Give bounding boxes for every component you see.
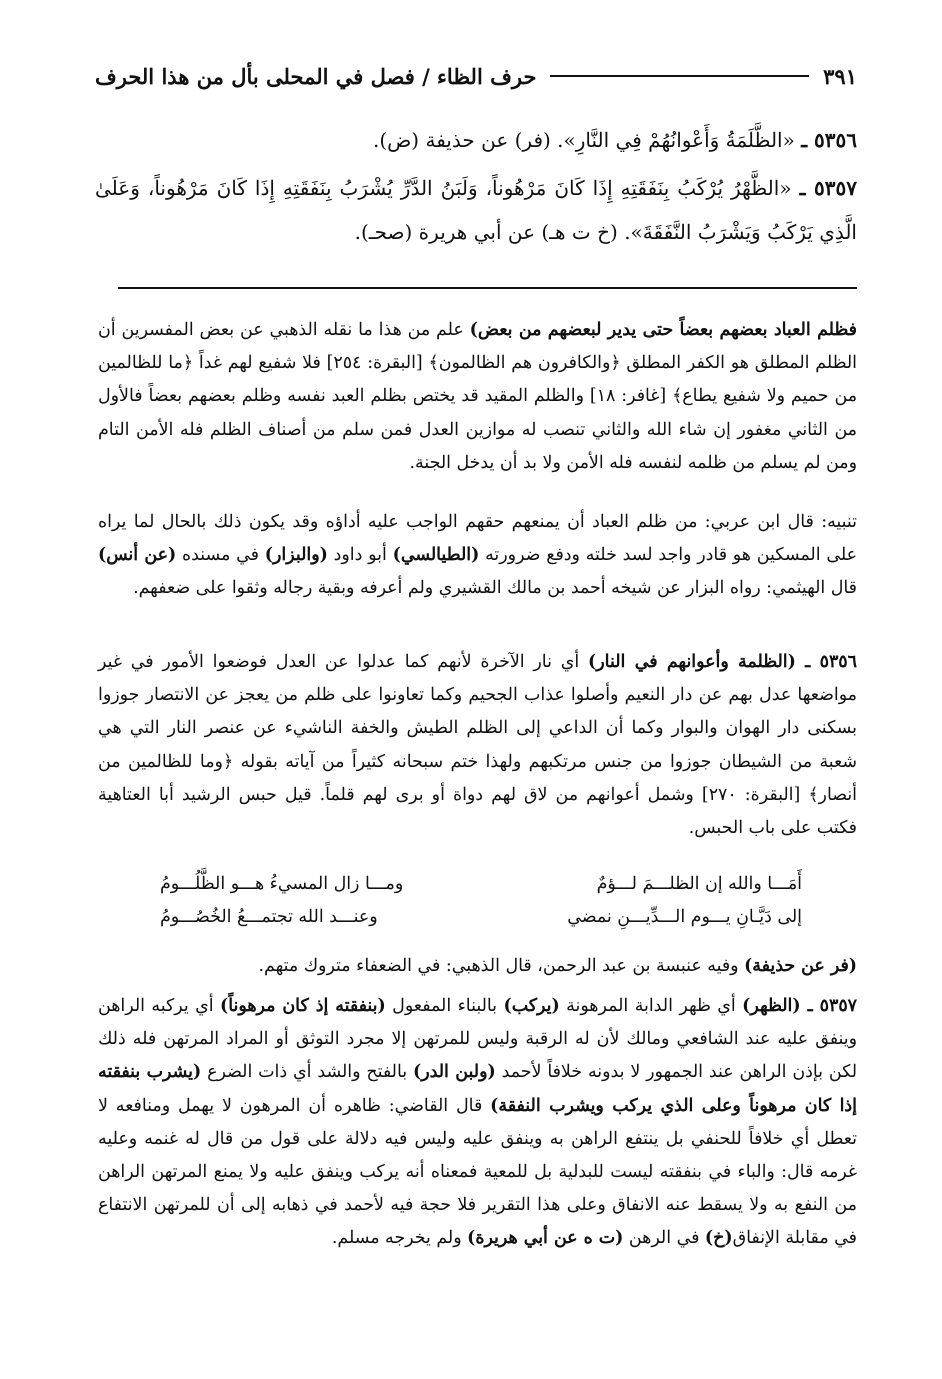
section-divider — [118, 287, 857, 289]
hadith-text: «الظَّهْرُ يُرْكَبُ بِنَفَقَتِهِ إِذَا كَانَ مَرْهُوناً، وَلَبَنُ الدَّرِّ يُشْرَبُ بِنَفَقَتِهِ إِذَا كَانَ مَرْهُوناً، وَعَلَىٰ الَّذِي يَرْكَبُ وَيَشْرَبُ النَّفَقَةَ». (خ ت هـ) عن أبي هريرة (صحـ). — [95, 176, 857, 244]
commentary-paragraph-4 — [98, 950, 857, 983]
hadith-number: ٥٣٥٦ ـ — [801, 128, 857, 152]
bold-quote: (يركب) — [503, 996, 560, 1016]
paragraph-text: في الرهن — [623, 1228, 705, 1249]
commentary-paragraph-5 — [98, 990, 857, 1256]
paragraph-text: أي يركبه الراهن وينفق عليه عند الشافعي ومالك لأن له الرقبة وليس للمرتهن إلا مجرد التوثق أو المراد المرتهن فله ذلك لكن بإذن الراهن عند الجمهور لا بدونه خلافاً لأحمد — [98, 996, 858, 1083]
commentary-paragraph-2 — [98, 506, 857, 606]
verse-second-hemistich: وعنـــد الله تجتمـــعُ الخُصُـــومُ — [160, 907, 378, 927]
chapter-title: حرف الظاء / فصل في المحلى بأل من هذا الحرف — [95, 63, 537, 89]
commentary-paragraph-3 — [98, 646, 857, 845]
running-header — [95, 58, 857, 94]
bold-quote: فظلم العباد بعضهم بعضاً حتى يدير لبعضهم من بعض) — [469, 320, 857, 340]
paragraph-text: بالبناء المفعول — [385, 996, 504, 1016]
hadith-5356 — [95, 118, 857, 162]
paragraph-text: قال القاضي: ظاهره أن المرهون لا يهمل ومنافعه لا تعطل أي خلافاً للحنفي بل ينتفع الراهن به وينفق عليه وليس فيه دلالة على قول من قال له غنمه وعليه غرمه قال: والباء في بنفقته ليست للبدلية بل للمعية فمعناه أنه يركب وينفق عليه ولا يمنع المرتهن الراهن من النفع به ولا يسقط عنه الانفاق وعلى هذا التقرير فلا حجة فيه لأحمد في ذهابه إلى أن للمرتهن الانتفاع في مقابلة الإنفاق — [98, 1095, 857, 1249]
bold-quote: (ولبن الدر) — [412, 1062, 496, 1083]
paragraph-text: في مسنده — [176, 545, 265, 566]
poem-verse — [160, 868, 802, 901]
verse-first-hemistich: أَمَـــا والله إن الظلـــمَ لـــؤمٌ — [596, 874, 802, 894]
paragraph-text: أي نار الآخرة لأنهم كما عدلوا عن العدل فوضعوا الأمور في غير مواضعها عدل بهم عن دار النعيم وأصلوا عذاب الجحيم وكما تعاونوا على ظلم من يعجز عن الانتصار جوزوا بسكنى دار الهوان والبوار وكما أن الداعي إلى الظلم الطيش والخفة الناشيء عن عنصر النار التي هي شعبة من الشيطان جوزوا من جنس مرتكبهم ولهذا ختم سبحانه كثيراً من آياته بقوله ﴿وما للظالمين من أنصار﴾ [البقرة: ٢٧٠] وشمل أعوانهم من لاق لهم دواة أو برى لهم قلماً. قيل حبس الرشيد أبا العتاهية فكتب على باب الحبس. — [98, 652, 857, 839]
paragraph-text: وفيه عنبسة بن عبد الرحمن، قال الذهبي: في الضعفاء متروك متهم. — [258, 956, 745, 976]
paragraph-text: علم من هذا ما نقله الذهبي عن بعض المفسرين أن الظلم المطلق هو الكفر المطلق ﴿والكافرون هم الظالمون﴾ [البقرة: ٢٥٤] فلا شفيع لهم غداً ﴿ما للظالمين من حميم ولا شفيع يطاع﴾ [غافر: ١٨] والظلم المقيد قد يختص بظلم العبد نفسه وظلم بعضهم بعضاً فالأول من الثاني مغفور إن شاء الله والثاني تنصب له موازين العدل فمن سلم من أصناف الظلم فله الأمن التام ومن لم يسلم من ظلمه لنفسه فله الأمن ولا بد أن يدخل الجنة. — [98, 320, 858, 473]
bold-source: (عن أنس) — [98, 545, 177, 566]
bold-quote: (يشرب بنفقته إذا كان مرهوناً وعلى الذي يركب ويشرب النفقة) — [98, 1062, 857, 1116]
bold-quote: (الظهر) — [742, 996, 808, 1016]
hadith-5357 — [95, 166, 857, 254]
poem — [160, 868, 802, 934]
bold-source: (الطيالسي) — [392, 545, 480, 566]
bold-source: (والبزار) — [264, 545, 328, 566]
paragraph-text: ولم يخرجه مسلم. — [331, 1228, 468, 1249]
paragraph-text: أي ظهر الدابة المرهونة — [559, 996, 743, 1016]
paragraph-text: أبو داود — [327, 545, 393, 566]
page-number: ٣٩١ — [823, 63, 857, 89]
bold-source: (خ) — [704, 1228, 733, 1249]
poem-verse — [160, 901, 802, 934]
hadith-number: ٥٣٥٧ ـ — [799, 176, 857, 200]
verse-first-hemistich: إلى دَيَّـانِ يـــوم الـــدِّيـــنِ نمضي — [567, 907, 802, 927]
bold-quote: (بنفقته إذ كان مرهوناً) — [220, 996, 386, 1016]
entry-number: ٥٣٥٧ ـ — [807, 996, 858, 1016]
verse-second-hemistich: ومـــا زال المسيءُ هـــو الظَّلُـــومُ — [160, 874, 404, 894]
bold-source: (فر عن حذيفة) — [744, 956, 857, 976]
paragraph-text: تنبيه: قال ابن عربي: من ظلم العباد أن يمنعهم حقهم الواجب عليه أداؤه وقد يكون ذلك بالحال لما يراه على المسكين هو قادر واجد لسد خلته ودفع ضرورته — [98, 512, 857, 566]
entry-number: ٥٣٥٦ ـ — [805, 652, 857, 672]
hadith-text: «الظَّلَمَةُ وَأَعْوانُهُمْ فِي النَّارِ». (فر) عن حذيفة (ض). — [372, 128, 795, 152]
bold-source: (ت ه عن أبي هريرة) — [467, 1228, 624, 1249]
paragraph-text: بالفتح والشد أي ذات الضرع — [201, 1062, 413, 1083]
bold-quote: (الظلمة وأعوانهم في النار) — [588, 652, 806, 672]
header-rule — [550, 75, 809, 77]
paragraph-text: قال الهيثمي: رواه البزار عن شيخه أحمد بن مالك القشيري ولم أعرفه وبقية رجاله وثقوا على ضعفهم. — [133, 578, 857, 599]
commentary-paragraph-1 — [98, 314, 857, 480]
